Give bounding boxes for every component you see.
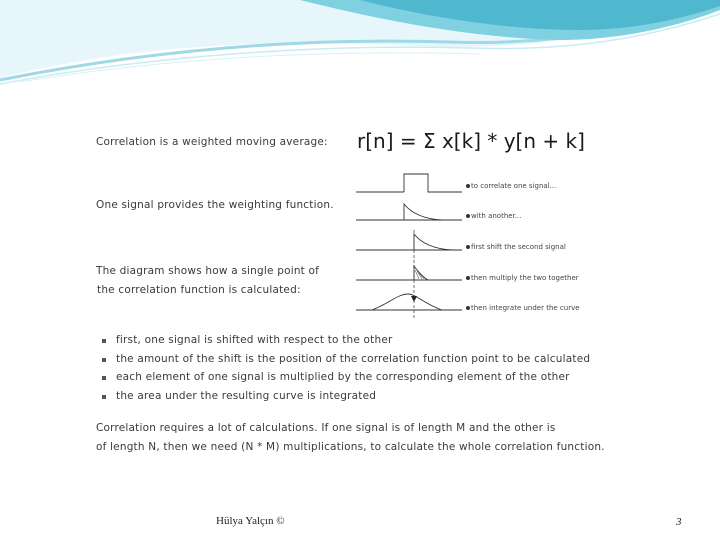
label-dot-icon bbox=[466, 184, 470, 188]
label-dot-icon bbox=[466, 214, 470, 218]
signal-product bbox=[356, 266, 462, 280]
diagram-label-3: first shift the second signal bbox=[471, 243, 566, 251]
bullet-text: first, one signal is shifted with respect to the other bbox=[116, 334, 393, 346]
label-dot-icon bbox=[466, 276, 470, 280]
footer-author: Hülya Yalçın © bbox=[216, 515, 285, 527]
bullet-icon bbox=[102, 358, 106, 362]
label-dot-icon bbox=[466, 306, 470, 310]
correlation-formula: r[n] = Σ x[k] * y[n + k] bbox=[357, 129, 585, 153]
intro-line-weighting-function: One signal provides the weighting function. bbox=[96, 199, 334, 211]
shift-arrow-icon bbox=[411, 296, 417, 302]
bullet-icon bbox=[102, 376, 106, 380]
list-item bbox=[101, 334, 590, 353]
bullet-icon bbox=[102, 395, 106, 399]
bullet-text: the amount of the shift is the position of the correlation function point to be calculated bbox=[116, 352, 591, 365]
diagram-label-5: then integrate under the curve bbox=[471, 304, 580, 312]
signal-correlation-result bbox=[356, 294, 462, 310]
steps-bullet-list bbox=[101, 334, 590, 408]
diagram-label-4: then multiply the two together bbox=[471, 274, 579, 282]
page-number: 3 bbox=[676, 516, 682, 528]
intro-line-diagram-1: The diagram shows how a single point of bbox=[96, 265, 320, 277]
bottom-text-line-2: of length N, then we need (N * M) multiplications, to calculate the whole correlation function. bbox=[96, 441, 605, 453]
signal-shifted bbox=[356, 234, 462, 250]
list-item bbox=[101, 390, 590, 409]
label-dot-icon bbox=[466, 245, 470, 249]
bullet-icon bbox=[102, 339, 106, 343]
intro-line-diagram-2: the correlation function is calculated: bbox=[97, 284, 301, 296]
bottom-text-line-1: Correlation requires a lot of calculations. If one signal is of length M and the other is bbox=[96, 422, 556, 434]
bullet-text: the area under the resulting curve is integrated bbox=[116, 389, 377, 402]
list-item bbox=[101, 353, 590, 372]
diagram-label-1: to correlate one signal... bbox=[471, 182, 557, 190]
header-swoosh-decoration bbox=[0, 0, 720, 90]
list-item bbox=[101, 371, 590, 390]
signal-rect-pulse bbox=[356, 174, 462, 192]
signal-decaying bbox=[356, 204, 462, 220]
bullet-text: each element of one signal is multiplied by the corresponding element of the other bbox=[116, 371, 570, 383]
intro-line-weighted-average: Correlation is a weighted moving average: bbox=[96, 136, 328, 148]
diagram-label-2: with another... bbox=[471, 212, 522, 220]
